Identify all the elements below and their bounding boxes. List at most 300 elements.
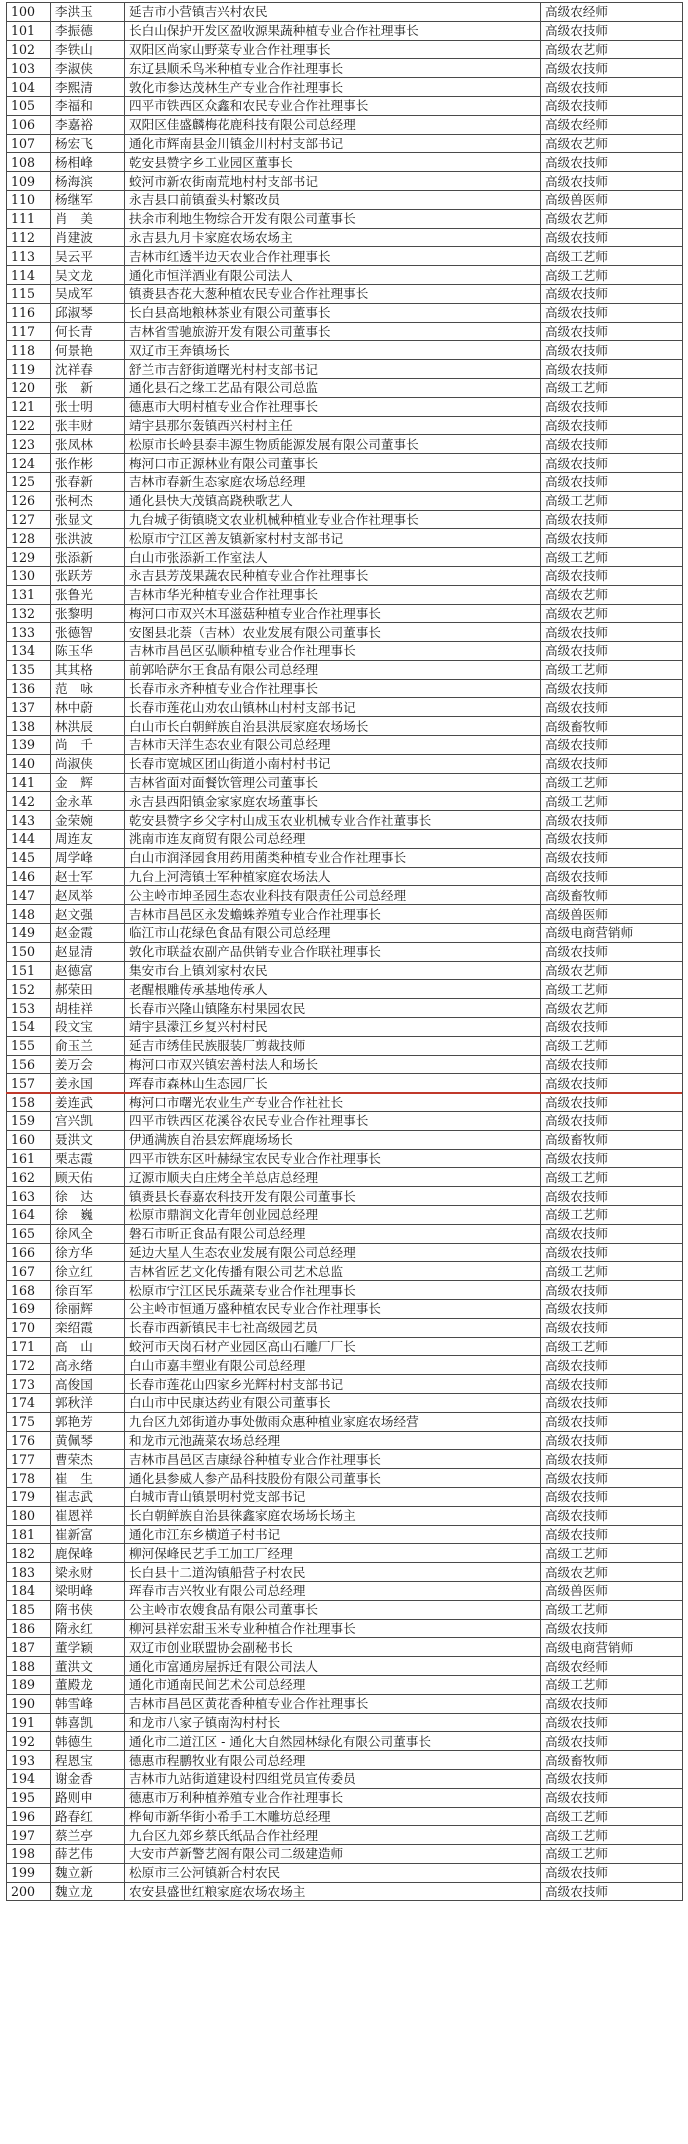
work-unit: 吉林市九站街道建设村四组党员宣传委员 (125, 1769, 541, 1788)
person-name: 张柯杰 (51, 491, 125, 510)
work-unit: 白山市长白朝鲜族自治县洪辰家庭农场场长 (125, 717, 541, 736)
person-name: 谢金香 (51, 1769, 125, 1788)
work-unit: 乾安县赞字乡工业园区董事长 (125, 153, 541, 172)
table-row (7, 96, 683, 115)
person-name: 林洪辰 (51, 717, 125, 736)
work-unit: 四平市铁东区叶赫绿宝农民专业合作社理事长 (125, 1149, 541, 1168)
work-unit: 吉林市昌邑区黄花香种植专业合作社理事长 (125, 1694, 541, 1713)
table-row (7, 792, 683, 811)
job-title: 高级电商营销师 (541, 1638, 683, 1657)
table-row (7, 1788, 683, 1807)
work-unit: 临江市山花绿色食品有限公司总经理 (125, 924, 541, 943)
job-title: 高级工艺师 (541, 1845, 683, 1864)
work-unit: 长春市西新镇民丰七社高级园艺员 (125, 1318, 541, 1337)
person-name: 赵德富 (51, 961, 125, 980)
person-name: 张鲁光 (51, 585, 125, 604)
job-title: 高级畜牧师 (541, 1130, 683, 1149)
row-number: 113 (7, 247, 51, 266)
row-number: 119 (7, 360, 51, 379)
table-row (7, 172, 683, 191)
table-row (7, 190, 683, 209)
job-title: 高级农技师 (541, 1694, 683, 1713)
work-unit: 镇赉县杏花大葱种植农民专业合作社理事长 (125, 284, 541, 303)
job-title: 高级农技师 (541, 1431, 683, 1450)
job-title: 高级农技师 (541, 1149, 683, 1168)
work-unit: 靖宇县濛江乡复兴村村民 (125, 1018, 541, 1037)
table-row (7, 1018, 683, 1037)
work-unit: 吉林市华光种植专业合作社理事长 (125, 585, 541, 604)
row-number: 145 (7, 848, 51, 867)
table-row (7, 924, 683, 943)
person-name: 高永绪 (51, 1356, 125, 1375)
job-title: 高级农经师 (541, 3, 683, 22)
table-row (7, 228, 683, 247)
job-title: 高级农技师 (541, 623, 683, 642)
row-number: 114 (7, 266, 51, 285)
table-row (7, 1713, 683, 1732)
work-unit: 四平市铁西区花溪谷农民专业合作社理事长 (125, 1112, 541, 1131)
row-number: 158 (7, 1093, 51, 1112)
work-unit: 松原市长岭县泰丰源生物质能源发展有限公司董事长 (125, 435, 541, 454)
work-unit: 长春市宽城区团山街道小南村村书记 (125, 754, 541, 773)
job-title: 高级农技师 (541, 1224, 683, 1243)
job-title: 高级工艺师 (541, 1544, 683, 1563)
row-number: 118 (7, 341, 51, 360)
job-title: 高级畜牧师 (541, 1751, 683, 1770)
row-number: 117 (7, 322, 51, 341)
job-title: 高级工艺师 (541, 1206, 683, 1225)
table-row (7, 378, 683, 397)
person-name: 胡桂祥 (51, 999, 125, 1018)
person-name: 赵金霞 (51, 924, 125, 943)
job-title: 高级农技师 (541, 472, 683, 491)
job-title: 高级农技师 (541, 698, 683, 717)
person-name: 沈祥春 (51, 360, 125, 379)
person-name: 何景艳 (51, 341, 125, 360)
person-name: 杨相峰 (51, 153, 125, 172)
person-name: 聂洪文 (51, 1130, 125, 1149)
work-unit: 舒兰市吉舒街道曙光村村支部书记 (125, 360, 541, 379)
person-name: 张跃芳 (51, 566, 125, 585)
work-unit: 双阳区尚家山野菜专业合作社理事长 (125, 40, 541, 59)
job-title: 高级电商营销师 (541, 924, 683, 943)
job-title: 高级农技师 (541, 172, 683, 191)
table-row (7, 1769, 683, 1788)
row-number: 131 (7, 585, 51, 604)
row-number: 168 (7, 1281, 51, 1300)
person-name: 张 新 (51, 378, 125, 397)
job-title: 高级农艺师 (541, 604, 683, 623)
table-row (7, 1224, 683, 1243)
row-number: 159 (7, 1112, 51, 1131)
person-name: 吴成军 (51, 284, 125, 303)
table-row (7, 811, 683, 830)
person-name: 张黎明 (51, 604, 125, 623)
job-title: 高级工艺师 (541, 980, 683, 999)
row-number: 135 (7, 660, 51, 679)
person-name: 俞玉兰 (51, 1036, 125, 1055)
job-title: 高级农技师 (541, 1055, 683, 1074)
job-title: 高级工艺师 (541, 491, 683, 510)
person-name: 李铁山 (51, 40, 125, 59)
row-number: 161 (7, 1149, 51, 1168)
table-row (7, 3, 683, 22)
job-title: 高级工艺师 (541, 1168, 683, 1187)
table-row (7, 548, 683, 567)
work-unit: 通化市恒洋酒业有限公司法人 (125, 266, 541, 285)
job-title: 高级农技师 (541, 59, 683, 78)
roster-table (6, 2, 683, 1901)
row-number: 127 (7, 510, 51, 529)
work-unit: 公主岭市农嫂食品有限公司董事长 (125, 1600, 541, 1619)
row-number: 115 (7, 284, 51, 303)
roster-body (7, 3, 683, 1901)
person-name: 徐方华 (51, 1243, 125, 1262)
row-number: 165 (7, 1224, 51, 1243)
table-row (7, 247, 683, 266)
person-name: 路则申 (51, 1788, 125, 1807)
job-title: 高级工艺师 (541, 266, 683, 285)
row-number: 155 (7, 1036, 51, 1055)
table-row (7, 1168, 683, 1187)
work-unit: 扶余市利地生物综合开发有限公司董事长 (125, 209, 541, 228)
person-name: 吴文龙 (51, 266, 125, 285)
table-row (7, 1732, 683, 1751)
table-row (7, 1694, 683, 1713)
job-title: 高级畜牧师 (541, 886, 683, 905)
job-title: 高级农技师 (541, 1093, 683, 1112)
table-row (7, 717, 683, 736)
table-row (7, 1525, 683, 1544)
person-name: 李嘉裕 (51, 115, 125, 134)
person-name: 高 山 (51, 1337, 125, 1356)
work-unit: 农安县盛世红粮家庭农场农场主 (125, 1882, 541, 1901)
job-title: 高级农技师 (541, 78, 683, 97)
person-name: 梁明峰 (51, 1581, 125, 1600)
work-unit: 蛟河市天岗石材产业园区高山石雕厂厂长 (125, 1337, 541, 1356)
row-number: 177 (7, 1450, 51, 1469)
row-number: 181 (7, 1525, 51, 1544)
row-number: 174 (7, 1393, 51, 1412)
row-number: 183 (7, 1563, 51, 1582)
table-row (7, 341, 683, 360)
job-title: 高级兽医师 (541, 905, 683, 924)
work-unit: 德惠市程鹏牧业有限公司总经理 (125, 1751, 541, 1770)
table-row (7, 604, 683, 623)
row-number: 133 (7, 623, 51, 642)
row-number: 164 (7, 1206, 51, 1225)
person-name: 其其格 (51, 660, 125, 679)
job-title: 高级农技师 (541, 341, 683, 360)
person-name: 郭艳芳 (51, 1412, 125, 1431)
row-number: 172 (7, 1356, 51, 1375)
job-title: 高级农技师 (541, 1243, 683, 1262)
table-row (7, 886, 683, 905)
row-number: 176 (7, 1431, 51, 1450)
work-unit: 长春市莲花山四家乡光辉村村支部书记 (125, 1375, 541, 1394)
job-title: 高级农技师 (541, 1187, 683, 1206)
person-name: 赵显清 (51, 942, 125, 961)
table-row (7, 1431, 683, 1450)
job-title: 高级农技师 (541, 1375, 683, 1394)
table-row (7, 1074, 683, 1093)
person-name: 董殿龙 (51, 1675, 125, 1694)
table-row (7, 660, 683, 679)
person-name: 张春新 (51, 472, 125, 491)
row-number: 139 (7, 736, 51, 755)
row-number: 134 (7, 642, 51, 661)
job-title: 高级农技师 (541, 1863, 683, 1882)
work-unit: 长白县高地粮林茶业有限公司董事长 (125, 303, 541, 322)
table-row (7, 1337, 683, 1356)
row-number: 187 (7, 1638, 51, 1657)
row-number: 196 (7, 1807, 51, 1826)
work-unit: 吉林市昌邑区弘顺种植专业合作社理事长 (125, 642, 541, 661)
table-row (7, 1299, 683, 1318)
row-number: 189 (7, 1675, 51, 1694)
person-name: 张添新 (51, 548, 125, 567)
work-unit: 通化县参威人参产品科技股份有限公司董事长 (125, 1469, 541, 1488)
work-unit: 延边大星人生态农业发展有限公司总经理 (125, 1243, 541, 1262)
row-number: 140 (7, 754, 51, 773)
table-row (7, 1412, 683, 1431)
person-name: 董学颖 (51, 1638, 125, 1657)
job-title: 高级农技师 (541, 435, 683, 454)
table-row (7, 961, 683, 980)
person-name: 尚 千 (51, 736, 125, 755)
job-title: 高级工艺师 (541, 378, 683, 397)
work-unit: 延吉市绣佳民族服装厂剪裁技师 (125, 1036, 541, 1055)
table-row (7, 153, 683, 172)
person-name: 韩喜凯 (51, 1713, 125, 1732)
row-number: 200 (7, 1882, 51, 1901)
table-row (7, 623, 683, 642)
work-unit: 柳河县祥宏甜玉米专业种植合作社理事长 (125, 1619, 541, 1638)
work-unit: 桦甸市新华街小希手工木雕坊总经理 (125, 1807, 541, 1826)
job-title: 高级农艺师 (541, 1563, 683, 1582)
job-title: 高级农技师 (541, 1281, 683, 1300)
row-number: 180 (7, 1506, 51, 1525)
job-title: 高级农技师 (541, 1412, 683, 1431)
job-title: 高级工艺师 (541, 1826, 683, 1845)
table-row (7, 1563, 683, 1582)
row-number: 178 (7, 1469, 51, 1488)
person-name: 徐丽辉 (51, 1299, 125, 1318)
job-title: 高级工艺师 (541, 1036, 683, 1055)
table-row (7, 1882, 683, 1901)
table-row (7, 1487, 683, 1506)
job-title: 高级农技师 (541, 754, 683, 773)
work-unit: 公主岭市恒通万盛种植农民专业合作社理事长 (125, 1299, 541, 1318)
table-row (7, 679, 683, 698)
person-name: 徐 巍 (51, 1206, 125, 1225)
work-unit: 九台区九郊乡蔡氏纸品合作社经理 (125, 1826, 541, 1845)
job-title: 高级农技师 (541, 529, 683, 548)
table-row (7, 397, 683, 416)
row-number: 128 (7, 529, 51, 548)
person-name: 路春红 (51, 1807, 125, 1826)
person-name: 崔志武 (51, 1487, 125, 1506)
job-title: 高级农技师 (541, 1769, 683, 1788)
row-number: 110 (7, 190, 51, 209)
job-title: 高级农经师 (541, 115, 683, 134)
job-title: 高级农技师 (541, 848, 683, 867)
work-unit: 老醒根雕传承基地传承人 (125, 980, 541, 999)
row-number: 108 (7, 153, 51, 172)
job-title: 高级农技师 (541, 1018, 683, 1037)
job-title: 高级农技师 (541, 830, 683, 849)
row-number: 138 (7, 717, 51, 736)
work-unit: 珲春市吉兴牧业有限公司总经理 (125, 1581, 541, 1600)
table-row (7, 642, 683, 661)
row-number: 149 (7, 924, 51, 943)
table-row (7, 1036, 683, 1055)
person-name: 张士明 (51, 397, 125, 416)
row-number: 173 (7, 1375, 51, 1394)
row-number: 194 (7, 1769, 51, 1788)
work-unit: 通化市二道江区 - 通化大自然园林绿化有限公司董事长 (125, 1732, 541, 1751)
work-unit: 辽源市顺夫白庄烤全羊总店总经理 (125, 1168, 541, 1187)
work-unit: 九台区九郊街道办事处傲雨众惠种植业家庭农场经营 (125, 1412, 541, 1431)
work-unit: 吉林省匠艺文化传播有限公司艺术总监 (125, 1262, 541, 1281)
row-number: 121 (7, 397, 51, 416)
table-row (7, 942, 683, 961)
person-name: 张显文 (51, 510, 125, 529)
row-number: 179 (7, 1487, 51, 1506)
job-title: 高级农技师 (541, 510, 683, 529)
work-unit: 白山市嘉丰塑业有限公司总经理 (125, 1356, 541, 1375)
person-name: 姜万会 (51, 1055, 125, 1074)
person-name: 崔新富 (51, 1525, 125, 1544)
person-name: 周学峰 (51, 848, 125, 867)
job-title: 高级兽医师 (541, 190, 683, 209)
person-name: 张洪波 (51, 529, 125, 548)
person-name: 隋永红 (51, 1619, 125, 1638)
row-number: 193 (7, 1751, 51, 1770)
table-row (7, 209, 683, 228)
job-title: 高级工艺师 (541, 1600, 683, 1619)
person-name: 魏立龙 (51, 1882, 125, 1901)
table-row (7, 1751, 683, 1770)
person-name: 张德智 (51, 623, 125, 642)
work-unit: 白城市青山镇景明村党支部书记 (125, 1487, 541, 1506)
person-name: 徐立红 (51, 1262, 125, 1281)
row-number: 184 (7, 1581, 51, 1600)
row-number: 195 (7, 1788, 51, 1807)
table-row (7, 416, 683, 435)
work-unit: 集安市台上镇刘家村农民 (125, 961, 541, 980)
row-number: 197 (7, 1826, 51, 1845)
person-name: 隋书侠 (51, 1600, 125, 1619)
person-name: 曹荣杰 (51, 1450, 125, 1469)
work-unit: 通化市江东乡横道子村书记 (125, 1525, 541, 1544)
person-name: 程恩宝 (51, 1751, 125, 1770)
work-unit: 长春市兴隆山镇隆东村果园农民 (125, 999, 541, 1018)
person-name: 李淑侠 (51, 59, 125, 78)
job-title: 高级农技师 (541, 1487, 683, 1506)
job-title: 高级工艺师 (541, 660, 683, 679)
work-unit: 和龙市元池蔬菜农场总经理 (125, 1431, 541, 1450)
row-number: 190 (7, 1694, 51, 1713)
person-name: 徐百军 (51, 1281, 125, 1300)
person-name: 金永革 (51, 792, 125, 811)
work-unit: 洮南市连友商贸有限公司总经理 (125, 830, 541, 849)
job-title: 高级工艺师 (541, 1675, 683, 1694)
row-number: 126 (7, 491, 51, 510)
row-number: 100 (7, 3, 51, 22)
job-title: 高级农技师 (541, 360, 683, 379)
row-number: 132 (7, 604, 51, 623)
row-number: 148 (7, 905, 51, 924)
table-row (7, 754, 683, 773)
table-row (7, 59, 683, 78)
row-number: 167 (7, 1262, 51, 1281)
table-row (7, 1619, 683, 1638)
work-unit: 通化市通南民间艺术公司总经理 (125, 1675, 541, 1694)
job-title: 高级农技师 (541, 21, 683, 40)
person-name: 魏立新 (51, 1863, 125, 1882)
row-number: 151 (7, 961, 51, 980)
person-name: 赵凤举 (51, 886, 125, 905)
person-name: 顾天佑 (51, 1168, 125, 1187)
work-unit: 大安市芦新警艺阁有限公司二级建造师 (125, 1845, 541, 1864)
work-unit: 通化市富通房屋拆迁有限公司法人 (125, 1657, 541, 1676)
work-unit: 敦化市参达茂林生产专业合作社理事长 (125, 78, 541, 97)
job-title: 高级农艺师 (541, 999, 683, 1018)
table-row (7, 1375, 683, 1394)
work-unit: 九台城子街镇晓文农业机械种植业专业合作社理事长 (125, 510, 541, 529)
table-row (7, 1130, 683, 1149)
work-unit: 长白县十二道沟镇船营子村农民 (125, 1563, 541, 1582)
job-title: 高级农技师 (541, 566, 683, 585)
row-number: 185 (7, 1600, 51, 1619)
table-row (7, 454, 683, 473)
work-unit: 通化县石之缘工艺品有限公司总监 (125, 378, 541, 397)
person-name: 李福和 (51, 96, 125, 115)
work-unit: 九台上河湾镇士军种植家庭农场法人 (125, 867, 541, 886)
person-name: 吴云平 (51, 247, 125, 266)
row-number: 157 (7, 1074, 51, 1093)
table-row (7, 1675, 683, 1694)
job-title: 高级农经师 (541, 1657, 683, 1676)
table-row (7, 435, 683, 454)
work-unit: 蛟河市新农街南荒地村村支部书记 (125, 172, 541, 191)
work-unit: 永吉县芳茂果蔬农民种植专业合作社理事长 (125, 566, 541, 585)
work-unit: 长春市永齐种植专业合作社理事长 (125, 679, 541, 698)
job-title: 高级农技师 (541, 397, 683, 416)
table-row (7, 510, 683, 529)
job-title: 高级工艺师 (541, 1807, 683, 1826)
row-number: 122 (7, 416, 51, 435)
person-name: 徐风全 (51, 1224, 125, 1243)
person-name: 范 咏 (51, 679, 125, 698)
work-unit: 白山市张添新工作室法人 (125, 548, 541, 567)
work-unit: 通化市辉南县金川镇金川村村支部书记 (125, 134, 541, 153)
row-number: 107 (7, 134, 51, 153)
person-name: 栾绍霞 (51, 1318, 125, 1337)
person-name: 周连友 (51, 830, 125, 849)
table-row (7, 472, 683, 491)
job-title: 高级农技师 (541, 1074, 683, 1093)
table-row (7, 585, 683, 604)
row-number: 129 (7, 548, 51, 567)
person-name: 尚淑侠 (51, 754, 125, 773)
work-unit: 靖宇县那尔轰镇西兴村村主任 (125, 416, 541, 435)
row-number: 152 (7, 980, 51, 999)
row-number: 109 (7, 172, 51, 191)
job-title: 高级工艺师 (541, 773, 683, 792)
table-row (7, 1807, 683, 1826)
